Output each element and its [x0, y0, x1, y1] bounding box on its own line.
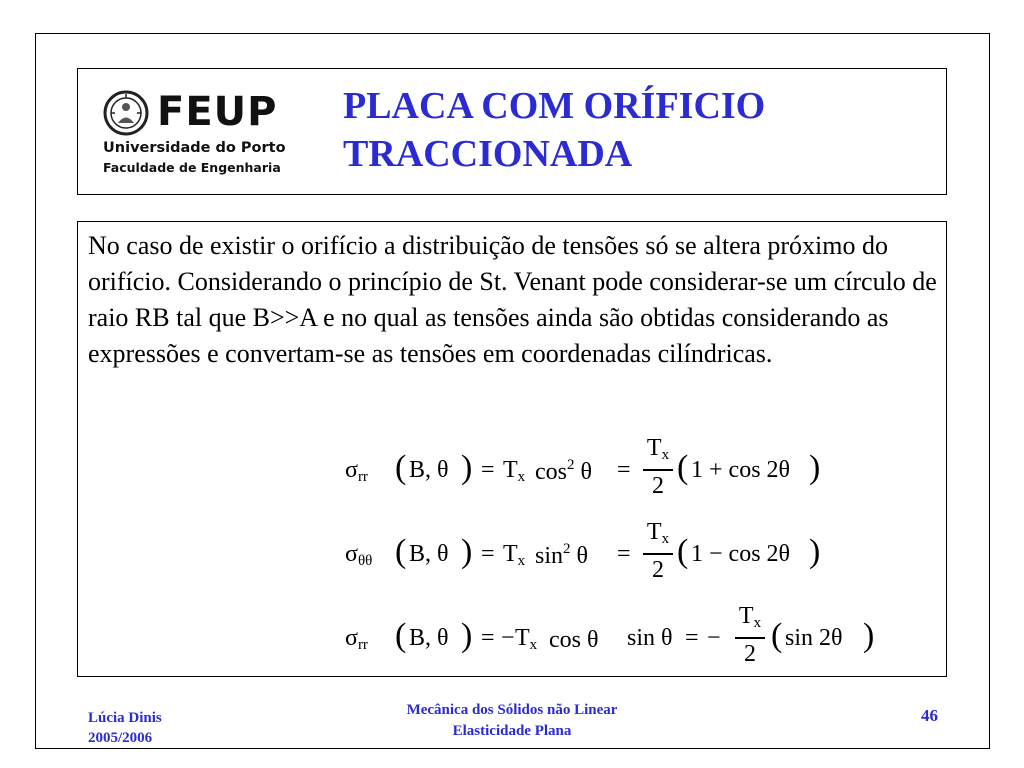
equation-lhs: $\sigma_{rr}$ [345, 457, 368, 485]
fraction-denominator: 2 [652, 473, 664, 499]
fraction-bar [643, 553, 673, 555]
feup-logo [103, 90, 303, 180]
equation-sign: − [501, 625, 515, 651]
equation-args: B, θ [409, 541, 449, 567]
fraction-bar [735, 637, 765, 639]
logo-university-name: Universidade do Porto [103, 140, 286, 156]
fraction-numerator: $T_x$ [646, 519, 670, 547]
paren-open: ( [771, 617, 783, 654]
logo-faculty-name: Faculdade de Engenharia [103, 160, 281, 175]
slide-title-line1: PLACA COM ORÍFICIO [343, 85, 766, 127]
equation-function: $\sin^2 \theta$ [535, 541, 589, 569]
equation-args: B, θ [409, 457, 449, 483]
equation-paren-content: 1 − cos 2θ [691, 541, 791, 567]
equation-function: $\cos^2 \theta$ [535, 457, 592, 485]
equation-lhs: $\sigma_{rr}$ [345, 625, 368, 653]
footer-author: Lúcia Dinis [88, 710, 162, 726]
footer-year: 2005/2006 [88, 730, 153, 746]
paren-open: ( [395, 533, 407, 570]
paren-open: ( [677, 449, 689, 486]
paren-close: ) [809, 533, 821, 570]
fraction-numerator: $T_x$ [646, 435, 670, 463]
equation-function-2: sin θ [627, 625, 673, 651]
slide-title [343, 82, 765, 178]
equation-coefficient: $T_x$ [515, 625, 538, 653]
equation-paren-content: 1 + cos 2θ [691, 457, 791, 483]
equation-paren-content: sin 2θ [785, 625, 843, 651]
body-paragraph: No caso de existir o orifício a distribuição de tensões só se altera próximo do orifício. Considerando o princípio de St. Venant pode considerar-se um círculo de raio RB tal que B>>A e no qual as tensões ainda são obtidas considerando as expressões e convertam-se as tensões em coordenadas cilíndricas. [88, 231, 937, 368]
equations-block [345, 435, 915, 675]
paren-open: ( [395, 617, 407, 654]
fraction-denominator: 2 [744, 641, 756, 667]
equation-equals: = [481, 541, 495, 567]
footer-topic: Elasticidade Plana [452, 723, 572, 739]
equation-equals-2: = [685, 625, 699, 651]
footer-course-block [312, 700, 712, 742]
page-number: 46 [921, 706, 938, 725]
equation-equals: = [481, 457, 495, 483]
fraction-numerator: $T_x$ [738, 603, 762, 631]
logo-wordmark: FEUP [157, 89, 278, 135]
equation-equals: = [481, 625, 495, 651]
equation-equals-2: = [617, 457, 631, 483]
equation-equals-2: = [617, 541, 631, 567]
footer-course: Mecânica dos Sólidos não Linear [406, 702, 618, 718]
fraction-sign: − [707, 625, 721, 651]
slide-title-line2: TRACCIONADA [343, 133, 633, 175]
paren-close: ) [461, 449, 473, 486]
paren-close: ) [863, 617, 875, 654]
equation-function: cos θ [549, 627, 599, 653]
equation-args: B, θ [409, 625, 449, 651]
paren-close: ) [809, 449, 821, 486]
equation-lhs: $\sigma_{\theta\theta}$ [345, 541, 373, 569]
paren-open: ( [395, 449, 407, 486]
paren-close: ) [461, 533, 473, 570]
paren-close: ) [461, 617, 473, 654]
footer-author-block [88, 708, 162, 748]
paren-open: ( [677, 533, 689, 570]
fraction-denominator: 2 [652, 557, 664, 583]
equation-coefficient: $T_x$ [503, 457, 526, 485]
university-seal-icon [103, 90, 149, 136]
fraction-bar [643, 469, 673, 471]
equation-coefficient: $T_x$ [503, 541, 526, 569]
